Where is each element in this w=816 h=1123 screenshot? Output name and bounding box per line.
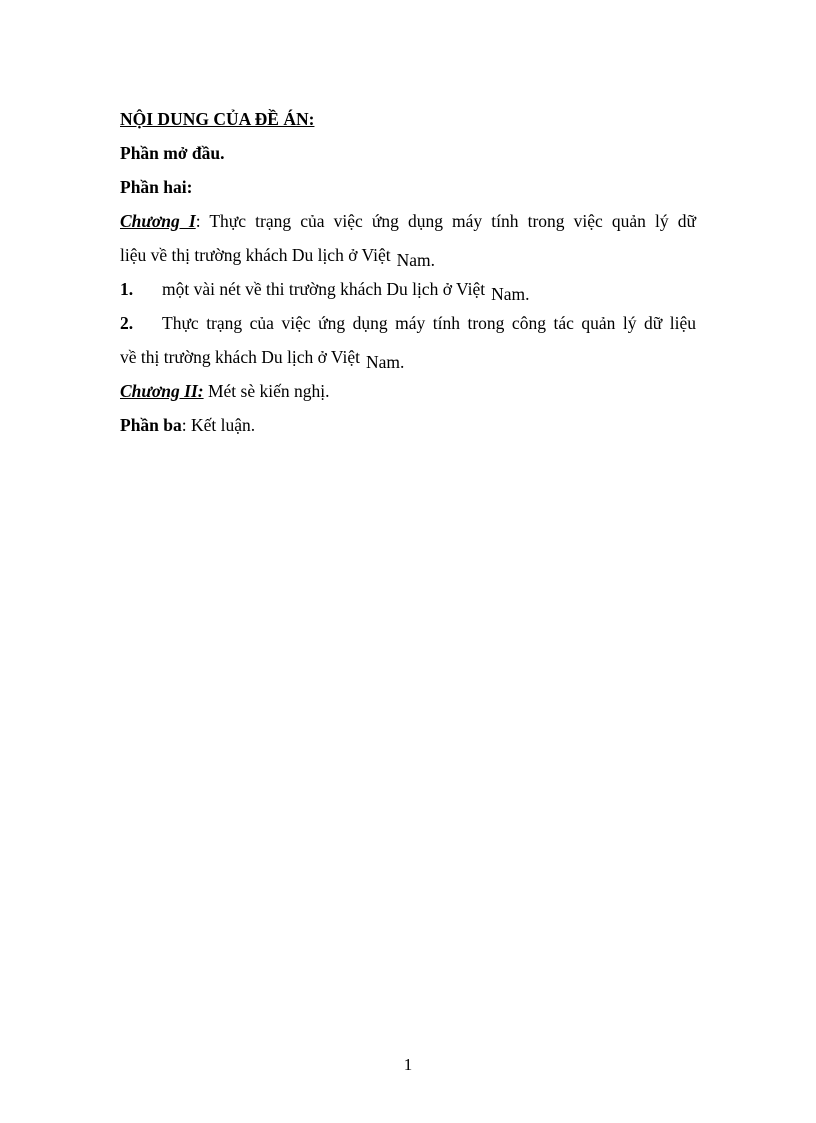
document-title: NỘI DUNG CỦA ĐỀ ÁN: — [120, 109, 315, 129]
chapter-one-label: Chương I — [120, 211, 196, 231]
list-item-1-text — [162, 272, 696, 306]
chapter-two-line — [120, 374, 696, 408]
part-one-heading: Phần mở đầu. — [120, 143, 225, 163]
list-item-1-title: một vài nét về thi trường khách Du lịch ở Việt — [162, 279, 486, 299]
chapter-one-title-part-1: : Thực trạng của việc ứng dụng máy tính trong việc quản lý dữ — [195, 211, 696, 231]
document-content — [120, 102, 696, 442]
list-item-1-number: 1. — [120, 279, 134, 299]
list-item-2-title-part-1: Thực trạng của việc ứng dụng máy tính trong công tác quản lý dữ liệu — [162, 313, 696, 333]
list-item-2 — [120, 306, 696, 340]
list-item-2-country: Nam. — [365, 352, 405, 372]
list-item-2-line-2 — [120, 340, 696, 374]
chapter-one-country: Nam. — [396, 250, 435, 270]
list-item-1 — [120, 272, 696, 306]
part-three-line — [120, 408, 696, 442]
list-item-2-number: 2. — [120, 313, 134, 333]
chapter-one-line-2 — [120, 238, 696, 272]
list-item-2-title-part-2: về thị trường khách Du lịch ở Việt — [120, 347, 360, 367]
page-number: 1 — [403, 1055, 413, 1074]
part-three-title: : Kết luận. — [181, 415, 256, 435]
part-three-label: Phần ba — [120, 415, 182, 435]
chapter-one-line-1 — [120, 204, 696, 238]
chapter-two-title: Mét sè kiến nghị. — [203, 381, 330, 401]
list-item-1-country: Nam. — [491, 284, 530, 304]
chapter-two-label: Chương II: — [120, 381, 204, 401]
chapter-one-title-part-2: liệu về thị trường khách Du lịch ở Việt — [120, 245, 391, 265]
part-two-heading: Phần hai: — [120, 177, 193, 197]
